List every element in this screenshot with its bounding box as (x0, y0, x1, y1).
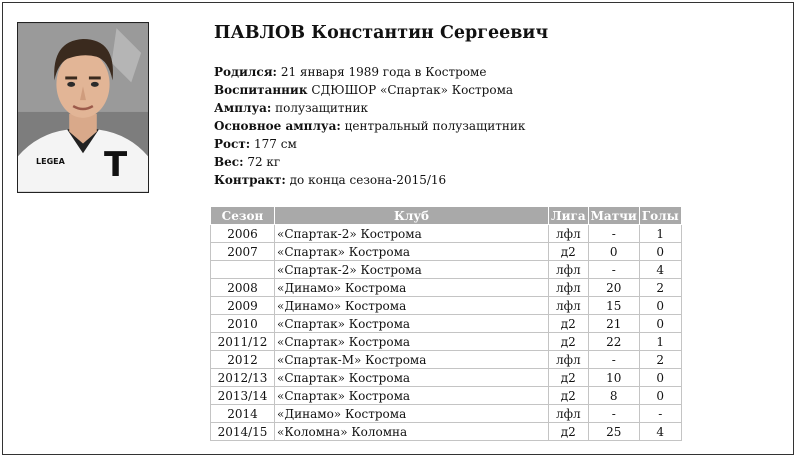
fact-main-role (214, 117, 525, 135)
cell-season: 2009 (211, 297, 275, 315)
table-row (211, 423, 682, 441)
cell-league: д2 (549, 315, 589, 333)
fact-label: Контракт: (214, 173, 286, 187)
cell-season (211, 261, 275, 279)
fact-label: Амплуа: (214, 101, 272, 115)
fact-value: центральный полузащитник (344, 119, 526, 133)
cell-goals: 2 (639, 351, 681, 369)
fact-label: Воспитанник (214, 83, 308, 97)
cell-league: д2 (549, 333, 589, 351)
table-row (211, 405, 682, 423)
fact-value: СДЮШОР «Спартак» Кострома (311, 83, 514, 97)
table-row (211, 369, 682, 387)
cell-season: 2012/13 (211, 369, 275, 387)
cell-season: 2011/12 (211, 333, 275, 351)
cell-club: «Динамо» Кострома (275, 297, 549, 315)
cell-goals: 0 (639, 315, 681, 333)
cell-goals: - (639, 405, 681, 423)
header-matches: Матчи (588, 207, 639, 225)
cell-season: 2012 (211, 351, 275, 369)
cell-matches: 21 (588, 315, 639, 333)
cell-club: «Динамо» Кострома (275, 279, 549, 297)
fact-value: 177 см (254, 137, 297, 151)
cell-goals: 1 (639, 333, 681, 351)
table-row (211, 225, 682, 243)
cell-matches: - (588, 351, 639, 369)
fact-label: Вес: (214, 155, 244, 169)
table-row (211, 243, 682, 261)
header-season: Сезон (211, 207, 275, 225)
cell-league: лфл (549, 297, 589, 315)
cell-club: «Спартак-М» Кострома (275, 351, 549, 369)
fact-label: Рост: (214, 137, 251, 151)
player-name: ПАВЛОВ Константин Сергеевич (214, 23, 549, 43)
cell-season: 2007 (211, 243, 275, 261)
cell-club: «Спартак» Кострома (275, 333, 549, 351)
cell-league: д2 (549, 387, 589, 405)
fact-role (214, 99, 525, 117)
cell-league: д2 (549, 243, 589, 261)
cell-goals: 0 (639, 297, 681, 315)
fact-value: 21 января 1989 года в Костроме (280, 65, 487, 79)
cell-league: д2 (549, 369, 589, 387)
cell-club: «Спартак-2» Кострома (275, 261, 549, 279)
table-row (211, 261, 682, 279)
cell-matches: 20 (588, 279, 639, 297)
shirt-brand-logo: LEGEA (36, 157, 65, 166)
table-row (211, 333, 682, 351)
player-facts (214, 63, 525, 189)
fact-academy (214, 81, 525, 99)
header-league: Лига (549, 207, 589, 225)
cell-matches: 8 (588, 387, 639, 405)
cell-league: лфл (549, 405, 589, 423)
cell-league: д2 (549, 423, 589, 441)
cell-matches: 10 (588, 369, 639, 387)
cell-goals: 0 (639, 243, 681, 261)
cell-club: «Коломна» Коломна (275, 423, 549, 441)
cell-matches: 22 (588, 333, 639, 351)
table-row (211, 279, 682, 297)
fact-height (214, 135, 525, 153)
cell-season: 2008 (211, 279, 275, 297)
table-row (211, 387, 682, 405)
cell-goals: 2 (639, 279, 681, 297)
cell-club: «Спартак» Кострома (275, 243, 549, 261)
table-row (211, 315, 682, 333)
fact-contract (214, 171, 525, 189)
player-card (2, 2, 794, 455)
fact-weight (214, 153, 525, 171)
cell-goals: 0 (639, 369, 681, 387)
fact-birth (214, 63, 525, 81)
cell-league: лфл (549, 225, 589, 243)
table-header-row (211, 207, 682, 225)
player-photo (17, 22, 149, 193)
fact-value: до конца сезона-2015/16 (289, 173, 447, 187)
cell-league: лфл (549, 279, 589, 297)
cell-goals: 4 (639, 261, 681, 279)
cell-matches: 0 (588, 243, 639, 261)
cell-club: «Спартак» Кострома (275, 315, 549, 333)
table-row (211, 297, 682, 315)
cell-season: 2014/15 (211, 423, 275, 441)
cell-league: лфл (549, 261, 589, 279)
career-stats-table (210, 206, 682, 441)
cell-matches: - (588, 225, 639, 243)
cell-club: «Спартак» Кострома (275, 387, 549, 405)
cell-goals: 4 (639, 423, 681, 441)
cell-goals: 0 (639, 387, 681, 405)
fact-value: полузащитник (275, 101, 369, 115)
fact-label: Родился: (214, 65, 277, 79)
cell-season: 2013/14 (211, 387, 275, 405)
table-row (211, 351, 682, 369)
header-goals: Голы (639, 207, 681, 225)
header-club: Клуб (275, 207, 549, 225)
cell-season: 2006 (211, 225, 275, 243)
cell-club: «Динамо» Кострома (275, 405, 549, 423)
cell-goals: 1 (639, 225, 681, 243)
cell-club: «Спартак-2» Кострома (275, 225, 549, 243)
fact-value: 72 кг (247, 155, 281, 169)
fact-label: Основное амплуа: (214, 119, 341, 133)
cell-season: 2010 (211, 315, 275, 333)
cell-matches: - (588, 405, 639, 423)
cell-club: «Спартак» Кострома (275, 369, 549, 387)
cell-league: лфл (549, 351, 589, 369)
shirt-letter-logo: T (104, 145, 128, 185)
cell-season: 2014 (211, 405, 275, 423)
cell-matches: - (588, 261, 639, 279)
cell-matches: 25 (588, 423, 639, 441)
cell-matches: 15 (588, 297, 639, 315)
